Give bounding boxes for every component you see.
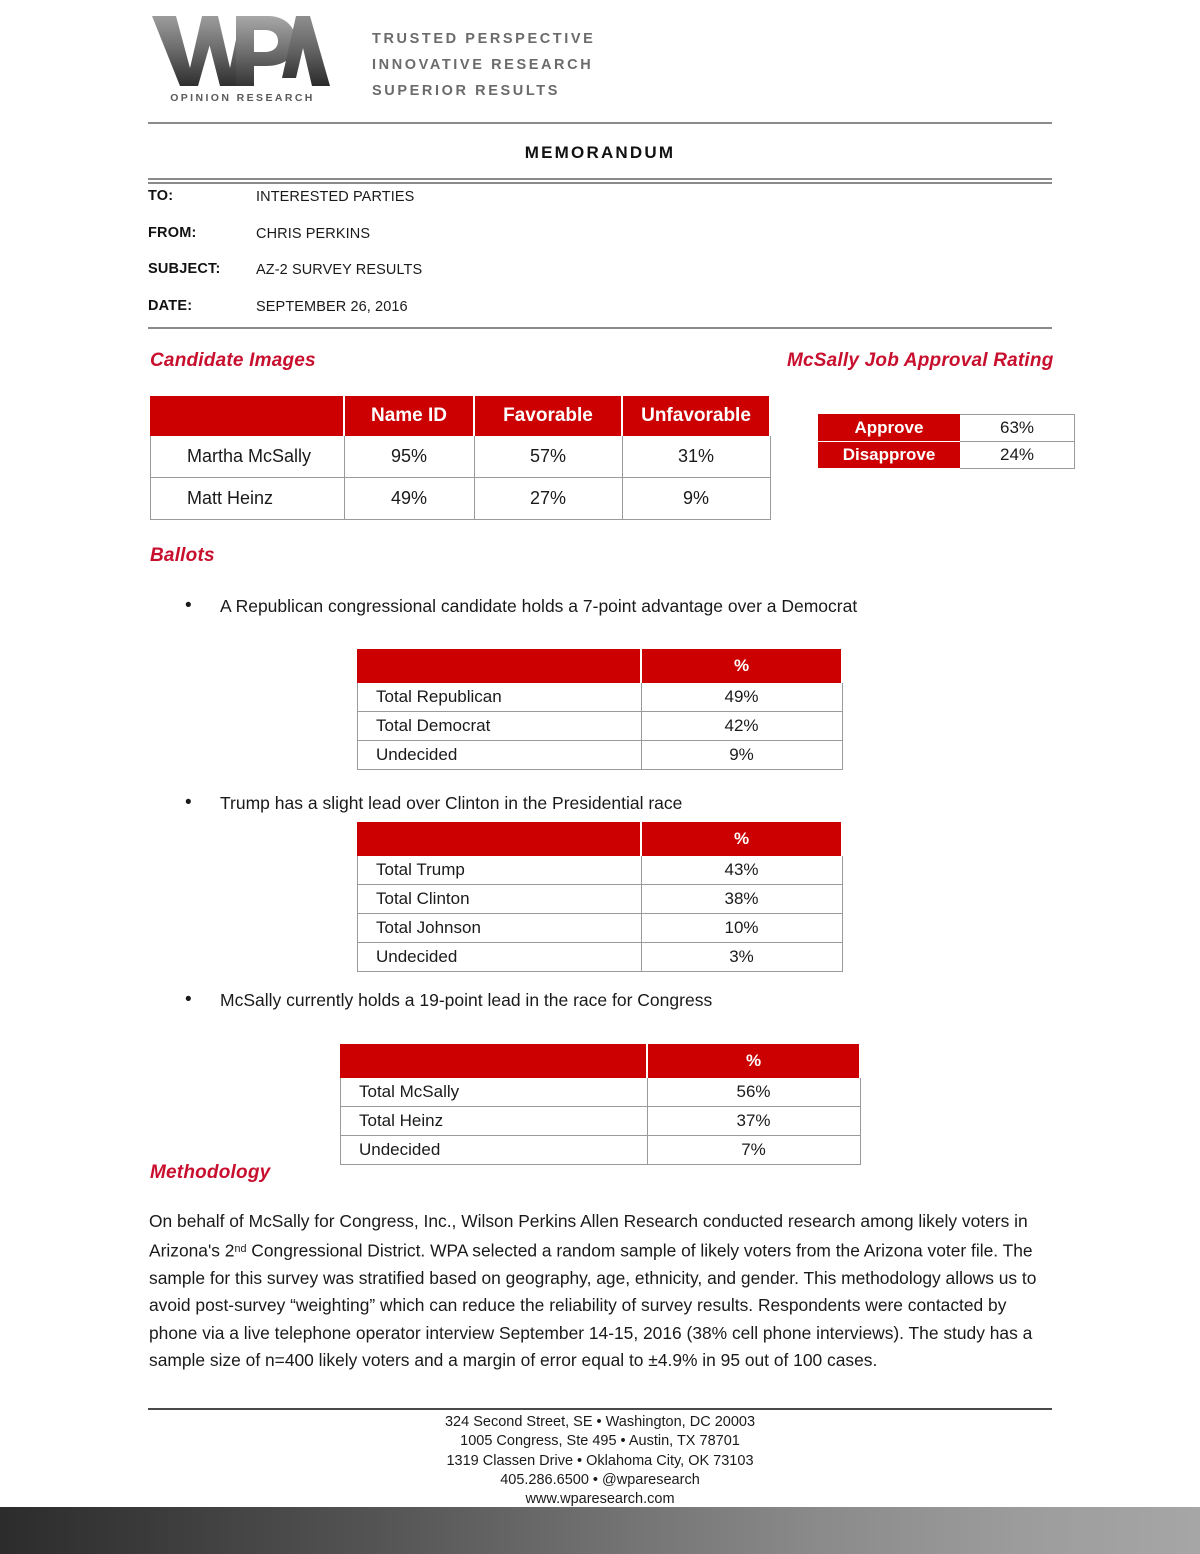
cell-label: Total Trump [358, 856, 642, 885]
header-cell-blank [151, 397, 345, 436]
memo-value-to: INTERESTED PARTIES [256, 189, 415, 205]
table-row [358, 943, 843, 972]
memo-value-from: CHRIS PERKINS [256, 225, 371, 242]
header-cell-percent: % [647, 1045, 860, 1078]
letterhead [150, 12, 1050, 117]
ballot-table-presidential [357, 822, 843, 972]
footer-rule [148, 1408, 1052, 1410]
cell-disapprove-value: 24% [960, 442, 1075, 469]
cell-value: 3% [641, 943, 842, 972]
cell-value: 9% [641, 741, 842, 770]
header-cell-name-id: Name ID [344, 397, 474, 436]
letterhead-rule [148, 122, 1052, 124]
candidate-images-table [150, 396, 771, 520]
footer-line-okc: 1319 Classen Drive • Oklahoma City, OK 73103 [446, 1452, 754, 1469]
memo-top-rule [148, 178, 1052, 184]
cell-favorable: 27% [474, 478, 622, 520]
job-approval-table [818, 414, 1075, 469]
memo-fields [148, 188, 1052, 334]
methodology-paragraph [149, 1208, 1051, 1375]
cell-label: Total Democrat [358, 712, 642, 741]
table-row [358, 683, 843, 712]
table-row [151, 436, 771, 478]
cell-unfavorable: 31% [622, 436, 770, 478]
tagline-line-2: INNOVATIVE RESEARCH [372, 57, 594, 73]
table-row [819, 442, 1075, 469]
memo-value-subject: AZ-2 SURVEY RESULTS [256, 262, 423, 278]
table-row [819, 415, 1075, 442]
cell-disapprove-label: Disapprove [819, 442, 960, 469]
bullet-icon: • [185, 792, 192, 813]
bullet-icon: • [185, 595, 192, 616]
cell-value: 42% [641, 712, 842, 741]
header-cell-favorable: Favorable [474, 397, 622, 436]
table-row [358, 741, 843, 770]
cell-value: 7% [647, 1136, 860, 1165]
cell-label: Undecided [358, 943, 642, 972]
cell-value: 10% [641, 914, 842, 943]
cell-label: Undecided [341, 1136, 648, 1165]
table-row [151, 478, 771, 520]
cell-unfavorable: 9% [622, 478, 770, 520]
header-cell-percent: % [641, 650, 842, 683]
memo-row-from [148, 225, 1052, 262]
table-row [341, 1136, 861, 1165]
ballot-bullet-text: McSally currently holds a 19-point lead in the race for Congress [220, 990, 713, 1010]
memo-label-from: FROM: [148, 224, 197, 241]
heading-ballots: Ballots [150, 545, 215, 566]
cell-value: 37% [647, 1107, 860, 1136]
ballot-table-congressional-generic [357, 649, 843, 770]
footer-line-austin: 1005 Congress, Ste 495 • Austin, TX 78701 [460, 1433, 740, 1450]
cell-approve-value: 63% [960, 415, 1075, 442]
header-cell-unfavorable: Unfavorable [622, 397, 770, 436]
ballot-bullet-3 [185, 989, 713, 1011]
table-row [358, 856, 843, 885]
heading-methodology: Methodology [150, 1162, 271, 1183]
header-cell-blank [341, 1045, 648, 1078]
tagline-line-1: TRUSTED PERSPECTIVE [372, 31, 596, 47]
ballot-bullet-text: Trump has a slight lead over Clinton in the Presidential race [220, 793, 683, 813]
cell-value: 43% [641, 856, 842, 885]
cell-label: Total Johnson [358, 914, 642, 943]
ballot-bullet-2 [185, 792, 683, 814]
header-cell-blank [358, 650, 642, 683]
memo-label-date: DATE: [148, 297, 193, 314]
heading-job-approval: McSally Job Approval Rating [787, 350, 1054, 371]
cell-favorable: 57% [474, 436, 622, 478]
table-row [358, 885, 843, 914]
cell-label: Total Republican [358, 683, 642, 712]
methodology-text-part2: Congressional District. WPA selected a random sample of likely voters from the Arizona voter file. The sample for this survey was stratified based on geography, age, ethnicity, and gender. This methodology allows us to avoid post-survey “weighting” which can reduce the reliability of survey results. Respondents were contacted by phone via a live telephone operator interview September 14-15, 2016 (38% cell phone interviews). The study has a sample size of n=400 likely voters and a margin of error equal to ±4.9% in 95 out of 100 cases. [149, 1240, 1037, 1371]
footer-gradient-bar [0, 1507, 1200, 1554]
cell-candidate-name: Matt Heinz [151, 478, 345, 520]
header-cell-percent: % [641, 823, 842, 856]
ballot-bullet-text: A Republican congressional candidate holds a 7-point advantage over a Democrat [220, 596, 858, 616]
footer-contact-block [148, 1413, 1052, 1509]
footer-line-dc: 324 Second Street, SE • Washington, DC 20003 [444, 1414, 756, 1430]
footer-line-phone-social: 405.286.6500 • @wparesearch [500, 1471, 700, 1488]
cell-value: 49% [641, 683, 842, 712]
cell-name-id: 95% [344, 436, 474, 478]
footer-line-website: www.wparesearch.com [525, 1491, 675, 1508]
table-row [358, 914, 843, 943]
tagline [372, 26, 595, 104]
cell-candidate-name: Martha McSally [151, 436, 345, 478]
ballot-bullet-1 [185, 595, 858, 617]
cell-label: Total Clinton [358, 885, 642, 914]
table-header-row [341, 1045, 861, 1078]
bullet-icon: • [185, 989, 192, 1010]
table-header-row [358, 823, 843, 856]
header-cell-blank [358, 823, 642, 856]
table-row [341, 1078, 861, 1107]
cell-value: 56% [647, 1078, 860, 1107]
table-header-row [358, 650, 843, 683]
wpa-logo [150, 12, 330, 112]
table-row [358, 712, 843, 741]
cell-label: Total Heinz [341, 1107, 648, 1136]
cell-label: Undecided [358, 741, 642, 770]
ballot-table-congress-race [340, 1044, 861, 1165]
memo-bottom-rule [148, 327, 1052, 329]
page-title: MEMORANDUM [524, 143, 676, 162]
memo-row-to [148, 188, 1052, 225]
ordinal-suffix: nd [234, 1242, 247, 1255]
logo-subtitle: OPINION RESEARCH [170, 92, 315, 104]
memo-value-date: SEPTEMBER 26, 2016 [256, 298, 408, 315]
memo-label-to: TO: [148, 188, 174, 204]
memo-row-subject [148, 261, 1052, 298]
cell-name-id: 49% [344, 478, 474, 520]
tagline-line-3: SUPERIOR RESULTS [372, 83, 560, 99]
methodology-text-part1: On behalf of McSally for Congress, Inc., Wilson Perkins Allen Research conducted research among likely voters in Arizona's 2 [149, 1211, 1028, 1261]
cell-approve-label: Approve [819, 415, 960, 442]
table-row [341, 1107, 861, 1136]
heading-candidate-images: Candidate Images [150, 350, 316, 371]
cell-label: Total McSally [341, 1078, 648, 1107]
memo-label-subject: SUBJECT: [148, 261, 221, 277]
wpa-logo-icon [150, 12, 330, 90]
cell-value: 38% [641, 885, 842, 914]
table-header-row [151, 397, 771, 436]
